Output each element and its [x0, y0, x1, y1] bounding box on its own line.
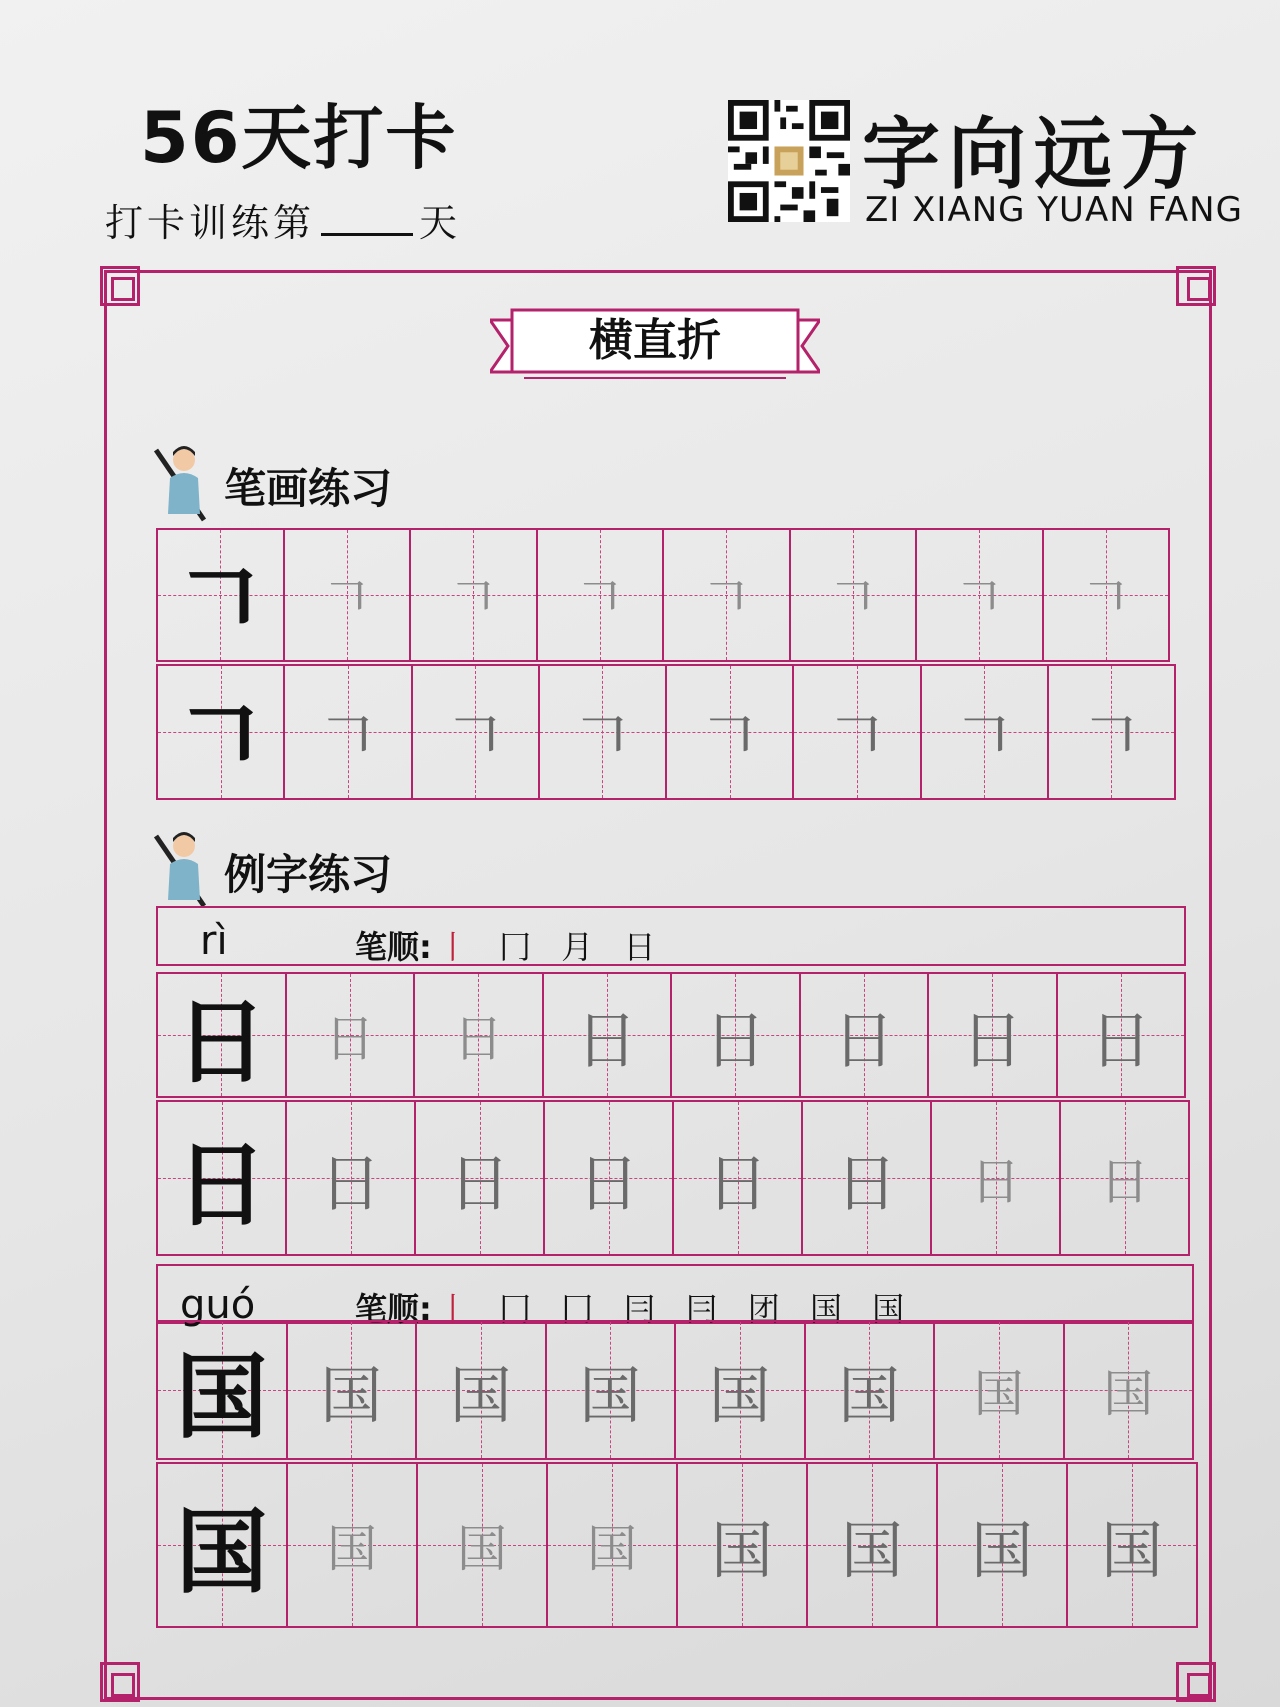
- stroke-name-label: 横直折: [589, 315, 721, 366]
- practice-cell[interactable]: 日: [543, 1102, 672, 1254]
- char-practice-row-ri-2: [156, 1100, 1190, 1256]
- practice-cell[interactable]: 国: [804, 1322, 934, 1458]
- practice-cell[interactable]: 𠃍: [1047, 666, 1174, 798]
- scholar-with-brush-icon: [150, 440, 214, 524]
- qr-code-icon: [728, 100, 850, 222]
- practice-cell-model: 国: [158, 1322, 286, 1458]
- practice-cell[interactable]: 日: [672, 1102, 801, 1254]
- practice-cell[interactable]: 𠃍: [283, 666, 410, 798]
- practice-cell[interactable]: 国: [416, 1464, 546, 1626]
- practice-cell-model: 日: [158, 1102, 285, 1254]
- practice-cell[interactable]: 𠃍: [662, 530, 789, 660]
- stroke-order-label: 笔顺:: [355, 928, 432, 966]
- day-blank-field[interactable]: [321, 203, 413, 236]
- practice-cell[interactable]: 日: [413, 974, 542, 1096]
- stroke-order-first: 丨: [436, 928, 479, 966]
- practice-cell[interactable]: 𠃍: [1042, 530, 1169, 660]
- practice-cell[interactable]: 日: [799, 974, 928, 1096]
- practice-cell-model: 𠃍: [158, 666, 283, 798]
- practice-cell-model: 𠃍: [158, 530, 283, 660]
- stroke-order-strip-ri: [156, 906, 1186, 966]
- corner-ornament-icon: [100, 1662, 140, 1702]
- practice-cell[interactable]: 日: [930, 1102, 1059, 1254]
- practice-cell[interactable]: 国: [1066, 1464, 1196, 1626]
- checkin-suffix: 天: [419, 201, 462, 245]
- practice-cell[interactable]: 日: [801, 1102, 930, 1254]
- stroke-order-rest: 冂 月 日: [499, 928, 666, 966]
- practice-cell[interactable]: 𠃍: [536, 530, 663, 660]
- practice-cell[interactable]: 国: [936, 1464, 1066, 1626]
- practice-cell[interactable]: 𠃍: [665, 666, 792, 798]
- char-practice-row-ri-1: [156, 972, 1186, 1098]
- stroke-practice-heading: 笔画练习: [224, 464, 393, 513]
- practice-cell[interactable]: 国: [674, 1322, 804, 1458]
- pinyin-label: guó: [180, 1282, 256, 1328]
- checkin-line: [105, 192, 461, 247]
- practice-cell[interactable]: 日: [414, 1102, 543, 1254]
- corner-ornament-icon: [100, 266, 140, 306]
- corner-ornament-icon: [1176, 1662, 1216, 1702]
- practice-cell[interactable]: 国: [933, 1322, 1063, 1458]
- practice-cell[interactable]: 𠃍: [538, 666, 665, 798]
- checkin-prefix: 打卡训练第: [105, 201, 316, 245]
- stroke-practice-row-1: [156, 528, 1170, 662]
- char-practice-row-guo-2: [156, 1462, 1198, 1628]
- practice-cell[interactable]: 日: [927, 974, 1056, 1096]
- stroke-practice-row-2: [156, 664, 1176, 800]
- practice-cell[interactable]: 𠃍: [409, 530, 536, 660]
- practice-cell[interactable]: 𠃍: [792, 666, 919, 798]
- practice-cell[interactable]: 日: [542, 974, 671, 1096]
- stroke-order-rest: 冂 冂 冃 冃 团 国 国: [499, 1290, 915, 1328]
- practice-cell-model: 日: [158, 974, 285, 1096]
- practice-cell[interactable]: 𠃍: [411, 666, 538, 798]
- practice-cell-model: 国: [158, 1464, 286, 1626]
- practice-cell[interactable]: 𠃍: [920, 666, 1047, 798]
- practice-cell[interactable]: 国: [286, 1322, 416, 1458]
- practice-cell[interactable]: 日: [1059, 1102, 1188, 1254]
- pinyin-label: rì: [200, 918, 228, 964]
- practice-cell[interactable]: 国: [1063, 1322, 1193, 1458]
- practice-cell[interactable]: 日: [1056, 974, 1185, 1096]
- practice-cell[interactable]: 国: [286, 1464, 416, 1626]
- brand-logo-pinyin: ZI XIANG YUAN FANG: [865, 190, 1243, 230]
- char-practice-row-guo-1: [156, 1320, 1194, 1460]
- example-practice-heading: 例字练习: [224, 850, 393, 899]
- stroke-order-label: 笔顺:: [355, 1290, 432, 1328]
- practice-cell[interactable]: 日: [670, 974, 799, 1096]
- corner-ornament-icon: [1176, 266, 1216, 306]
- practice-cell[interactable]: 国: [545, 1322, 675, 1458]
- practice-cell[interactable]: 国: [676, 1464, 806, 1626]
- stroke-order: [355, 922, 665, 968]
- practice-cell[interactable]: 𠃍: [283, 530, 410, 660]
- practice-cell[interactable]: 𠃍: [915, 530, 1042, 660]
- practice-cell[interactable]: 国: [546, 1464, 676, 1626]
- practice-cell[interactable]: 𠃍: [789, 530, 916, 660]
- practice-cell[interactable]: 国: [806, 1464, 936, 1626]
- scholar-with-brush-icon: [150, 826, 214, 910]
- page-title: 56天打卡: [140, 97, 458, 179]
- stroke-order-first: 丨: [436, 1290, 479, 1328]
- practice-cell[interactable]: 日: [285, 974, 414, 1096]
- practice-cell[interactable]: 日: [285, 1102, 414, 1254]
- brand-logo-chinese: 字向远方: [862, 109, 1207, 200]
- practice-cell[interactable]: 国: [415, 1322, 545, 1458]
